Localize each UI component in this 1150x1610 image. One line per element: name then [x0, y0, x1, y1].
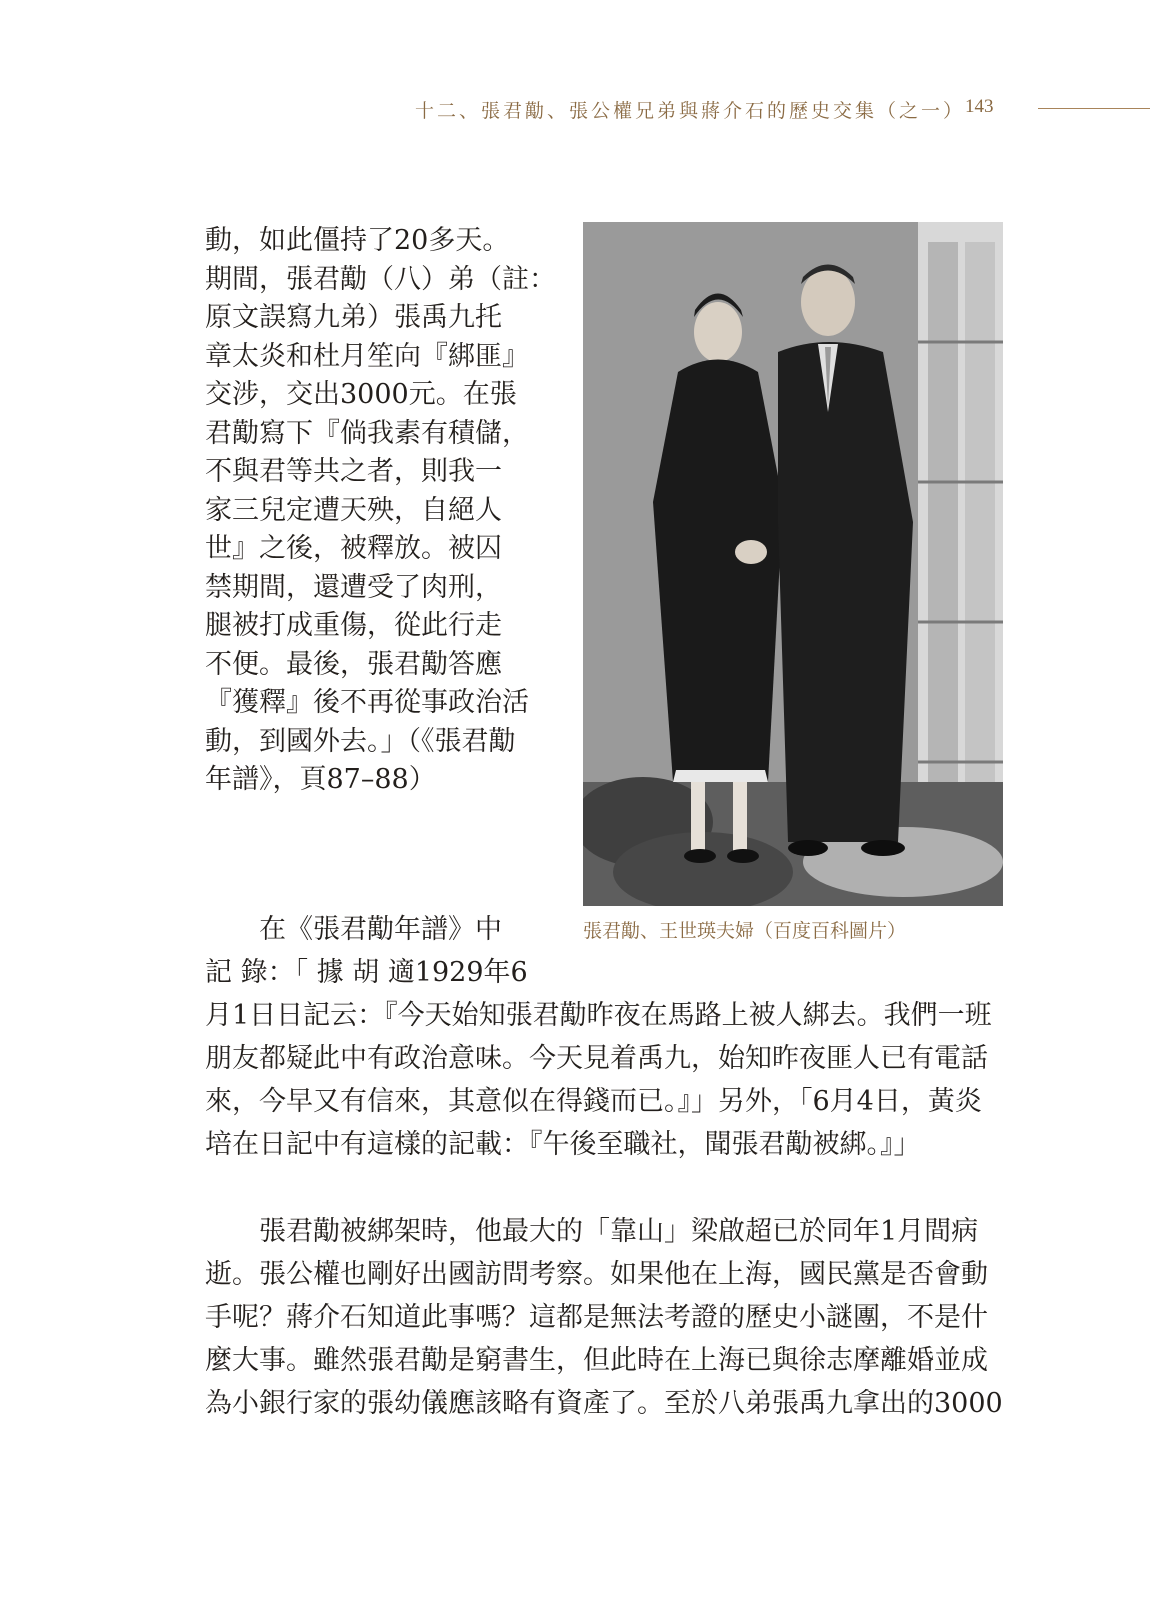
text-line: 禁期間，還遭受了肉刑， — [205, 571, 502, 603]
running-header — [0, 96, 1150, 126]
paragraph-2-narrow — [205, 908, 528, 994]
text-line: 腿被打成重傷，從此行走 — [205, 610, 502, 641]
chapter-title: 十二、張君勱、張公權兄弟與蔣介石的歷史交集（之一） — [414, 100, 965, 122]
paragraph-2-wide — [205, 994, 1005, 1166]
text-line: 來，今早又有信來，其意似在得錢而已。』」另外，「6月4日，黃炎 — [205, 1086, 982, 1117]
photo-illustration — [583, 222, 1003, 906]
text-line: 章太炎和杜月笙向『綁匪』 — [205, 340, 529, 372]
text-line: 君勱寫下『倘我素有積儲， — [205, 417, 529, 449]
text-line: 年譜》，頁87–88） — [205, 764, 436, 795]
text-line: 記 錄：「 據 胡 適1929年6 — [205, 957, 528, 988]
narrow-text-column — [205, 222, 556, 800]
page-number: 143 — [965, 96, 994, 117]
text-line: 世』之後，被釋放。被囚 — [205, 533, 502, 564]
text-line: 手呢？蔣介石知道此事嗎？這都是無法考證的歷史小謎團，不是什 — [205, 1302, 988, 1333]
text-line: 不與君等共之者，則我一 — [205, 456, 502, 487]
text-line: 麼大事。雖然張君勱是窮書生，但此時在上海已與徐志摩離婚並成 — [205, 1345, 988, 1376]
text-line: 動，如此僵持了20多天。 — [205, 225, 510, 256]
paragraph-3 — [205, 1210, 1005, 1425]
couple-photograph — [583, 222, 1003, 906]
text-line: 不便。最後，張君勱答應 — [205, 648, 502, 680]
text-line: 家三兒定遭天殃，自絕人 — [205, 494, 502, 526]
text-line: 期間，張君勱（八）弟（註： — [205, 263, 556, 295]
text-line: 動，到國外去。」（《張君勱 — [205, 725, 516, 757]
text-line: 張君勱被綁架時，他最大的「靠山」梁啟超已於同年1月間病 — [259, 1216, 979, 1247]
text-line: 逝。張公權也剛好出國訪問考察。如果他在上海，國民黨是否會動 — [205, 1259, 988, 1290]
text-line: 朋友都疑此中有政治意味。今天見着禹九，始知昨夜匪人已有電話 — [205, 1043, 988, 1074]
header-rule — [1038, 108, 1150, 109]
photo-caption: 張君勱、王世瑛夫婦（百度百科圖片） — [583, 920, 907, 942]
text-line: 月1日日記云：『今天始知張君勱昨夜在馬路上被人綁去。我們一班 — [205, 1000, 992, 1031]
text-line: 原文誤寫九弟）張禹九托 — [205, 302, 502, 333]
text-line: 為小銀行家的張幼儀應該略有資產了。至於八弟張禹九拿出的3000 — [205, 1388, 1003, 1419]
text-line: 『獲釋』後不再從事政治活 — [205, 687, 529, 718]
text-line: 培在日記中有這樣的記載：『午後至職社，聞張君勱被綁。』」 — [205, 1129, 921, 1160]
text-line: 在《張君勱年譜》中 — [259, 914, 502, 945]
text-line: 交涉，交出3000元。在張 — [205, 379, 517, 410]
